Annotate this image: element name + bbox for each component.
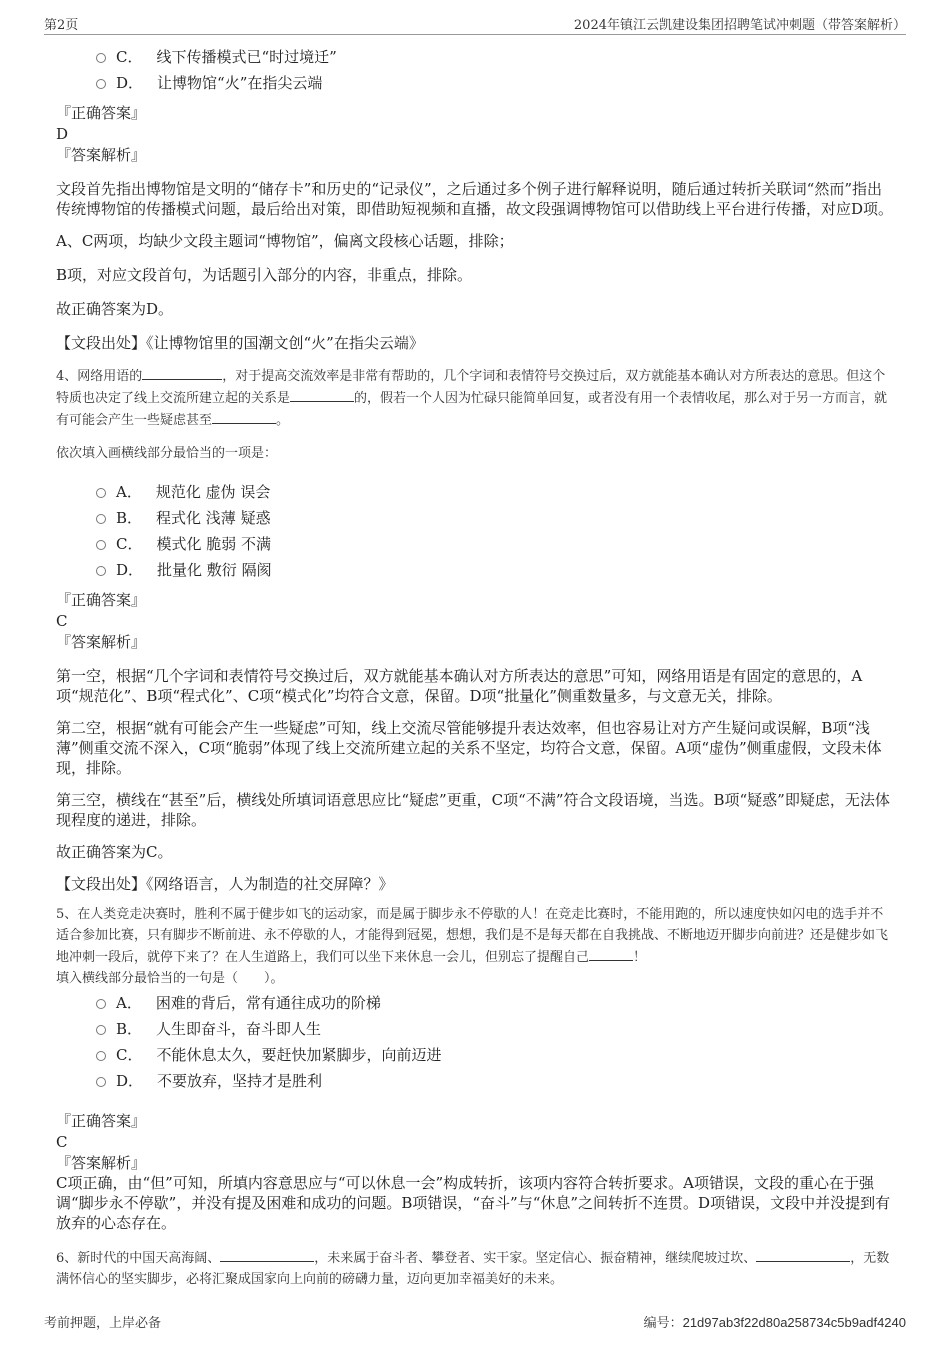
analysis-label: 『答案解析』 <box>56 633 147 651</box>
option-a[interactable]: A． 困难的背后，常有通往成功的阶梯 <box>96 989 896 1015</box>
answer-value: C <box>56 1133 68 1151</box>
page-header <box>44 12 906 35</box>
radio-icon[interactable] <box>96 488 106 498</box>
radio-icon[interactable] <box>96 1025 106 1035</box>
radio-icon[interactable] <box>96 514 106 524</box>
question-5-text: 5、在人类竞走决赛时，胜利不属于健步如飞的运动家，而是属于脚步永不停歇的人！在竞走比赛时，不能用跑的，所以速度快如闪电的选手并不适合参加比赛，只有脚步不断前进、永不停歇的人，才能得到冠冕，想想，我们是不是每天都在自我挑战、不断地迈开脚步向前进？还是健步如飞地冲刺一段后，就停下来了？在人生道路上，我们可以坐下来休息一会儿，但别忘了提醒自己 ！ <box>56 907 889 965</box>
option-b[interactable]: B． 程式化 浅薄 疑惑 <box>96 504 896 530</box>
question-5-prompt: 填入横线部分最恰当的一句是（ ）。 <box>56 971 284 986</box>
radio-icon[interactable] <box>96 53 106 63</box>
option-c[interactable]: C． 线下传播模式已“时过境迁” <box>96 43 896 69</box>
answer-value: C <box>56 612 68 630</box>
fill-blank <box>589 946 633 961</box>
analysis-paragraph: B项，对应文段首句，为话题引入部分的内容，非重点，排除。 <box>56 266 473 284</box>
radio-icon[interactable] <box>96 1051 106 1061</box>
radio-icon[interactable] <box>96 999 106 1009</box>
answer-label: 『正确答案』 <box>56 591 147 609</box>
document-code: 编号：21d97ab3f22d80a258734c5b9adf4240 <box>643 1315 906 1331</box>
fill-blank <box>290 387 354 402</box>
document-title: 2024年镇江云凯建设集团招聘笔试冲刺题（带答案解析） <box>573 18 906 33</box>
option-b[interactable]: B． 人生即奋斗，奋斗即人生 <box>96 1015 896 1041</box>
radio-icon[interactable] <box>96 1077 106 1087</box>
option-d[interactable]: D． 批量化 敷衍 隔阂 <box>96 556 896 582</box>
q3-options <box>56 43 896 95</box>
answer-label: 『正确答案』 <box>56 1112 147 1130</box>
analysis-label: 『答案解析』 <box>56 1154 147 1172</box>
analysis-paragraph: 故正确答案为D。 <box>56 300 174 318</box>
q5-options <box>56 989 896 1093</box>
answer-value: D <box>56 125 69 143</box>
analysis-paragraph: C项正确，由“但”可知，所填内容意思应与“可以休息一会”构成转折，该项内容符合转折要求。A项错误，文段的重心在于强调“脚步永不停歇”，并没有提及困难和成功的问题。B项错误，“奋斗”与“休息”之间转折不连贯。D项错误，文段中并没提到有放弃的心态存在。 <box>56 1174 891 1232</box>
analysis-paragraph: 第一空，根据“几个字词和表情符号交换过后，双方就能基本确认对方所表达的意思”可知，网络用语是有固定的意思的，A项“规范化”、B项“程式化”、C项“模式化”均符合文意，保留。D项“批量化”侧重数量多，与文意无关，排除。 <box>56 667 863 705</box>
analysis-paragraph: 文段首先指出博物馆是文明的“储存卡”和历史的“记录仪”，之后通过多个例子进行解释说明，随后通过转折关联词“然而”指出传统博物馆的传播模式问题，最后给出对策，即借助短视频和直播，故文段强调博物馆可以借助线上平台进行传播，对应D项。 <box>56 180 894 218</box>
q4-options <box>56 478 896 582</box>
option-c[interactable]: C． 模式化 脆弱 不满 <box>96 530 896 556</box>
fill-blank <box>220 1247 314 1262</box>
radio-icon[interactable] <box>96 566 106 576</box>
fill-blank <box>756 1247 850 1262</box>
fill-blank <box>142 365 222 380</box>
fill-blank <box>212 409 276 424</box>
analysis-paragraph: 第二空，根据“就有可能会产生一些疑虑”可知，线上交流尽管能够提升表达效率，但也容易让对方产生疑问或误解，B项“浅薄”侧重交流不深入，C项“脆弱”体现了线上交流所建立起的关系不坚定，均符合文意，保留。A项“虚伪”侧重虚假，文段未体现，排除。 <box>56 719 882 777</box>
option-c[interactable]: C． 不能休息太久，要赶快加紧脚步，向前迈进 <box>96 1041 896 1067</box>
question-4-text: 4、网络用语的 ，对于提高交流效率是非常有帮助的，几个字词和表情符号交换过后，双方就能基本确认对方所表达的意思。但这个特质也决定了线上交流所建立起的关系是 的，假若一个人因为忙碌只能简单回复，或者没有用一个表情收尾，那么对于另一方而言，就有可能会产生一些疑虑甚至 。 <box>56 365 896 431</box>
option-a[interactable]: A． 规范化 虚伪 误会 <box>96 478 896 504</box>
analysis-paragraph: 故正确答案为C。 <box>56 843 173 861</box>
answer-label: 『正确答案』 <box>56 104 147 122</box>
page-content <box>56 40 896 1290</box>
option-d[interactable]: D． 让博物馆“火”在指尖云端 <box>96 69 896 95</box>
radio-icon[interactable] <box>96 79 106 89</box>
radio-icon[interactable] <box>96 540 106 550</box>
footer-slogan: 考前押题，上岸必备 <box>44 1316 162 1331</box>
source-citation: 【文段出处】《网络语言，人为制造的社交屏障？》 <box>56 875 394 893</box>
question-4-prompt: 依次填入画横线部分最恰当的一项是： <box>56 446 278 461</box>
option-d[interactable]: D． 不要放弃，坚持才是胜利 <box>96 1067 896 1093</box>
source-citation: 【文段出处】《让博物馆里的国潮文创“火”在指尖云端》 <box>56 334 424 352</box>
analysis-paragraph: 第三空，横线在“甚至”后，横线处所填词语意思应比“疑虑”更重，C项“不满”符合文段语境，当选。B项“疑惑”即疑虑，无法体现程度的递进，排除。 <box>56 791 890 829</box>
page-number: 第2页 <box>44 18 79 33</box>
analysis-paragraph: A、C两项，均缺少文段主题词“博物馆”，偏离文段核心话题，排除； <box>56 232 514 250</box>
question-6-text: 6、新时代的中国天高海阔、 ，未来属于奋斗者、攀登者、实干家。坚定信心、振奋精神，继续爬坡过坎、 ，无数满怀信心的坚实脚步，必将汇聚成国家向上向前的磅礴力量，迈向更加幸福美好的未来。 <box>56 1247 896 1290</box>
analysis-label: 『答案解析』 <box>56 146 147 164</box>
